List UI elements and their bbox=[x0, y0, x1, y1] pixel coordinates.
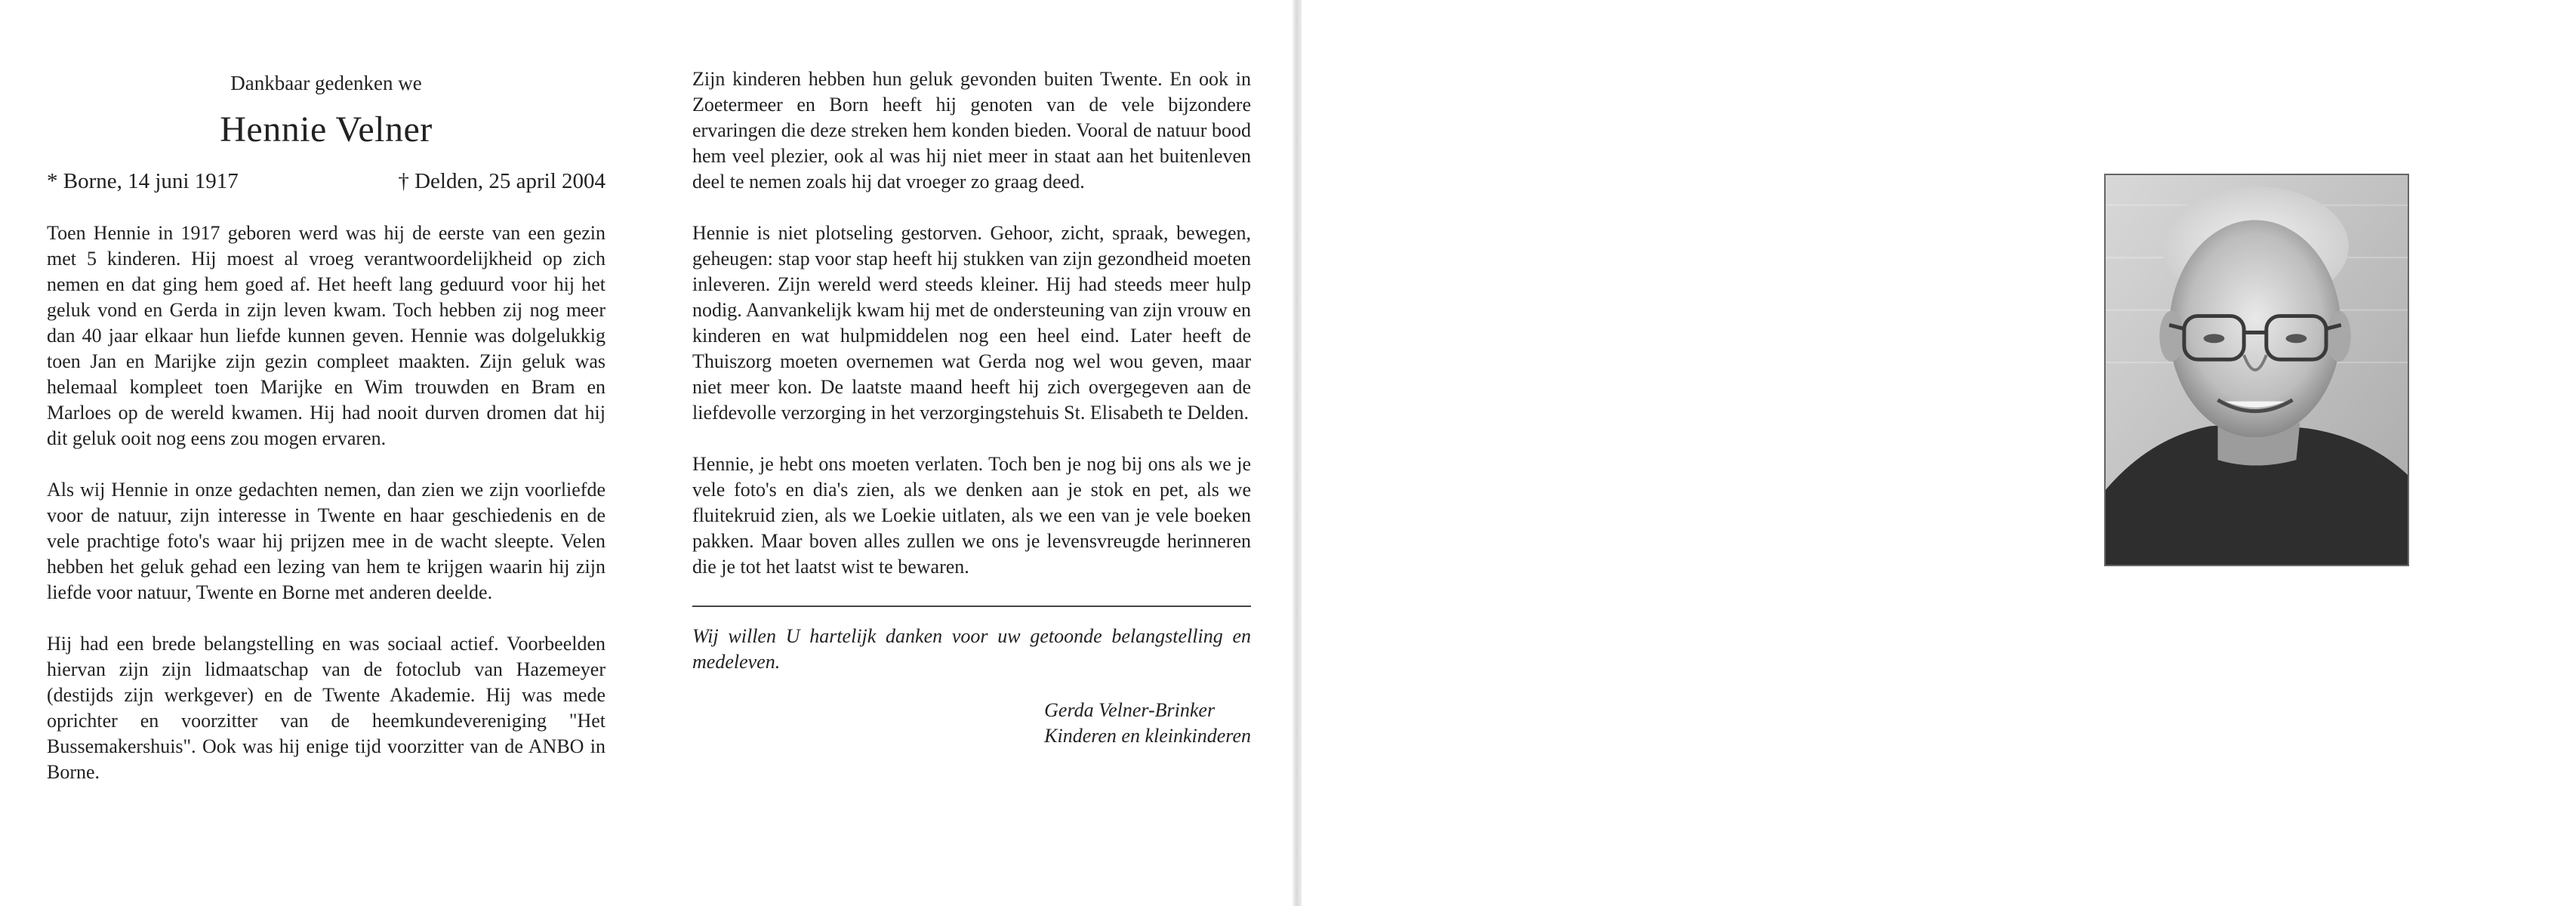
birth-date: * Borne, 14 juni 1917 bbox=[47, 169, 239, 193]
divider bbox=[692, 606, 1251, 607]
life-dates bbox=[47, 166, 605, 196]
deceased-name: Hennie Velner bbox=[220, 109, 433, 149]
paragraph-social: Hij had een brede belangstelling en was sociaal actief. Voorbeelden hiervan zijn zijn lidmaatschap van de fotoclub van Hazemeyer (destijds zijn werkgever) en de Twente Akademie. Hij was mede oprichter en voorzitter van de heemkundevereniging "Het Bussemakershuis". Ook was hij enige tijd voorzitter van de ANBO in Borne. bbox=[47, 633, 605, 783]
signature-name: Gerda Velner-Brinker bbox=[1044, 699, 1216, 721]
portrait-photo bbox=[2104, 174, 2409, 566]
paragraph-nature: Als wij Hennie in onze gedachten nemen, dan zien we zijn voorliefde voor de natuur, zijn interesse in Twente en haar geschiedenis en de vele prachtige foto's waar hij prijzen mee in de wacht sleepte. Velen hebben het geluk gehad een lezing van hem te krijgen waarin hij zijn liefde voor natuur, Twente en Borne met anderen deelde. bbox=[47, 479, 605, 603]
death-date: † Delden, 25 april 2004 bbox=[398, 169, 605, 193]
paragraph-decline: Hennie is niet plotseling gestorven. Gehoor, zicht, spraak, bewegen, geheugen: stap voor stap heeft hij stukken van zijn gezondheid moeten inleveren. Zijn wereld werd steeds kleiner. Hij had steeds meer hulp nodig. Aanvankelijk kwam hij met de ondersteuning van zijn vrouw en kinderen en wat hulpmiddelen nog een heel eind. Later heeft de Thuiszorg moeten overnemen wat Gerda nog wel wou geven, maar niet meer kon. De laatste maand heeft hij zich overgegeven aan de liefdevolle verzorging in het verzorgingstehuis St. Elisabeth te Delden. bbox=[692, 222, 1251, 424]
thanks-text: Wij willen U hartelijk danken voor uw getoonde belangstelling en medeleven. bbox=[692, 625, 1251, 673]
paragraph-farewell: Hennie, je hebt ons moeten verlaten. Toch ben je nog bij ons als we je vele foto's en dia's zien, als we denken aan je stok en pet, als we fluitekruid zien, als we Loekie uitlaten, als we een van je vele boeken pakken. Maar boven alles zullen we ons je levensvreugde herinneren die je tot het laatst wist te bewaren. bbox=[692, 453, 1251, 578]
left-column bbox=[47, 66, 605, 811]
paragraph-children: Zijn kinderen hebben hun geluk gevonden buiten Twente. En ook in Zoetermeer en Born heeft hij genoten van de vele bijzondere ervaringen die deze streken hem konden bieden. Vooral de natuur bood hem veel plezier, ook al was hij niet meer in staat aan het buitenleven deel te nemen zoals hij dat vroeger zo graag deed. bbox=[692, 68, 1251, 193]
portrait-image bbox=[2106, 175, 2408, 565]
signature-block bbox=[692, 698, 1251, 749]
intro-line: Dankbaar gedenken we bbox=[230, 72, 422, 94]
paragraph-family: Toen Hennie in 1917 geboren werd was hij de eerste van een gezin met 5 kinderen. Hij moest al vroeg verantwoordelijkheid op zich nemen en dat ging hem goed af. Het heeft lang geduurd voor hij het geluk vond en Gerda in zijn leven kwam. Toch hebben zij nog meer dan 40 jaar elkaar hun liefde kunnen geven. Hennie was dolgelukkig toen Jan en Marijke zijn gezin compleet maakten. Zijn geluk was helemaal kompleet toen Marijke en Wim trouwden en Bram en Marloes op de wereld kwamen. Hij had nooit durven dromen dat hij dit geluk ooit nog eens zou mogen ervaren. bbox=[47, 222, 605, 449]
signature-family: Kinderen en kleinkinderen bbox=[1044, 725, 1251, 747]
card-fold bbox=[1293, 0, 1302, 906]
right-column bbox=[692, 66, 1251, 749]
